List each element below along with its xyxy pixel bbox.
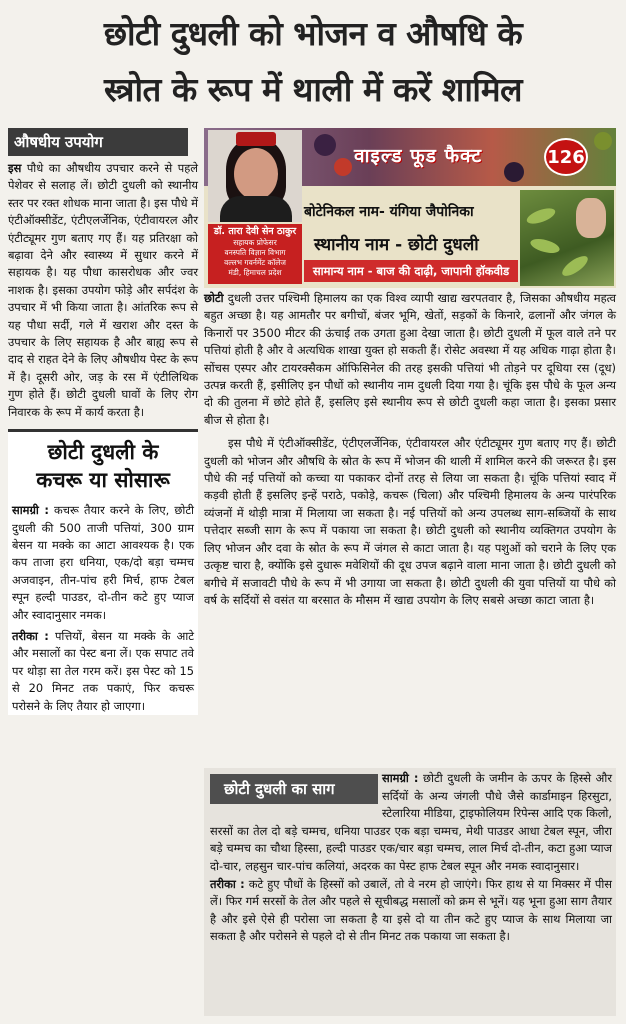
- recipe-saag-title: छोटी दुधली का साग: [210, 774, 378, 804]
- plant-photo: [520, 190, 614, 286]
- saag-ingredients-label: सामग्री :: [382, 771, 419, 785]
- article-para-1: [204, 290, 616, 429]
- author-name: डॉ. तारा देवी सेन ठाकुर: [213, 226, 297, 237]
- author-location: मंडी, हिमाचल प्रदेश: [228, 268, 282, 277]
- ingredients-label: सामग्री :: [12, 503, 49, 518]
- headline-line-1: छोटी दुधली को भोजन व औषधि के: [103, 14, 523, 53]
- headline: [8, 6, 618, 124]
- headline-line-2: स्त्रोत के रूप में थाली में करें शामिल: [103, 70, 523, 109]
- article-para-2: इस पौधे में एंटीऑक्सीडेंट, एंटीएलर्जेनिक, एंटीवायरल और एंटीट्यूमर गुण बताए गए हैं। छोटी दुधली को भोजन और औषधि के स्रोत के रूप में भोजन की थाली में शामिल करने की जरूरत है। इस पौधे की नई पत्तियों को कच्चा या पकाकर दोनों तरह से लिया जा सकता है। चूंकि पत्तियां स्वाद में कड़वी होती हैं इसलिए इन्हें पराठे, पकोड़े, कचरू (चिला) और पश्चिमी हिमालय के अन्य पारंपरिक व्यंजनों में थोड़ी मात्रा में मिलाया जा सकता है। नई पत्तियों को अन्य उपलब्ध साग-सब्जियों के साथ पत्तेदार सब्जी साग के रूप में पकाया जा सकता है। छोटी दुधली को स्थानीय व्यक्तिगत उपयोग के लिए भोजन और दवा के स्रोत के रूप में जंगल से काटा जाता है। यह पशुओं को चराने के लिए एक उत्कृष्ट चारा है, क्योंकि इसे दुधारू मवेशियों की दूध उपज बढ़ाने वाला माना जाता है। छोटी दुधली को बगीचे में सजावटी पौधे के रूप में भी उगाया जा सकता है। छोटी दुधली की युवा पत्तियों या पौधे को वर्ष के सर्दियों से वसंत या बरसात के मौसम में खाद्य उपयोग के लिए सबसे अच्छा काटा जाता है।: [204, 436, 616, 607]
- author-department: वनस्पति विज्ञान विभाग: [224, 248, 286, 257]
- saag-ingredients-text: छोटी दुधली के जमीन के ऊपर के हिस्से और सर्दियों के अन्य जंगली पौधे जैसे कार्डामाइन हिरसुटा, स्टेलारिया मीडिया, ट्राइफोलियम रिपेन्स आदि एक किलो, सरसों का तेल दो बड़े चम्मच, धनिया पाउडर एक बड़ा चम्मच, मेथी पाउडर आधा टेबल स्पून, जीरा बड़े चम्मच का चौथा हिस्सा, हल्दी पाउडर एक/चार बड़ा चम्मच, लाल मिर्च दो-तीन, कटा हुआ प्याज दो-चार, लहसुन चार-पांच कलियां, अदरक का पेस्ट हाफ टेबल स्पून और नमक स्वादानुसार।: [210, 771, 612, 873]
- recipe-saag-box: [204, 768, 616, 1016]
- author-info: [208, 224, 302, 284]
- article-lead-word: छोटी: [204, 291, 224, 305]
- medicinal-lead-word: इस: [8, 161, 22, 175]
- medicinal-body: पौधे का औषधीय उपचार करने से पहले पेशेवर से सलाह लें। छोटी दुधली को स्थानीय स्तर पर रक्त शोधक माना जाता है। इस पौधे में एंटीऑक्सीडेंट, एंटीएलर्जेनिक, एंटीवायरल और एंटीट्यूमर गुण बताए गए हैं। यह प्रतिरक्षा को बढ़ावा देने और स्वास्थ्य में सुधार करने में सहायक है। यह पौधा कासरोधक और ज्वर नाशक है। इसका उपयोग फोड़े और सर्पदंश के उपचार में भी किया जाता है। आंतरिक रूप से यह पौधा सर्दी, गले में खराश और दस्त के उपचार के लिए सहायक है और बाह्य रूप से दाद से राहत देने के लिए औषधीय पेस्ट के रूप में है। दूसरी ओर, जड़ के रस में एंटीलिथिक गुण होते हैं। छोटी दुधली घावों के लिए रोग निवारक के रूप में कार्य करता है।: [8, 161, 199, 419]
- ingredients-text: कचरू तैयार करने के लिए, छोटी दुधली की 500 ताजी पत्तियां, 300 ग्राम बेसन या मक्के का आटा आवश्यक है। एक कप ताजा हरा धनिया, एक/दो बड़ा चम्मच अजवाइन, तीन-पांच हरी मिर्च, हाफ टेबल स्पून हल्दी पाउडर, दो-तीन कटे हुए प्याज और स्वादानुसार नमक।: [12, 503, 195, 622]
- method-text: पत्तियों, बेसन या मक्के के आटे और मसालों का पेस्ट बना लें। एक सपाट तवे पर थोड़ा सा तेल गरम करें। इस पेस्ट को 15 से 20 मिनट तक पकाएं, फिर कचरू परोसने के लिए तैयार हो जाएगा।: [12, 628, 194, 713]
- recipe-kachru-title-line-1: छोटी दुधली के: [47, 440, 159, 465]
- article-para-1-text: दुधली उत्तर पश्चिमी हिमालय का एक विश्व व्यापी खाद्य खरपतवार है, जिसका औषधीय महत्व बहुत अच्छा है। यह आमतौर पर बगीचों, बंजर भूमि, खेतों, सड़कों के किनारे, ढलानों और जंगल के किनारों पर 3500 मीटर की ऊंचाई तक उगता हुआ देखा जाता है। छोटी दुधली में फूल वाले तने पर पत्तियां होती है और वे अत्यधिक शाखा युक्त हो सकती हैं। रोसेट अवस्था में यह अधिक गाढ़ा होता है। सोंचस एस्पर और टायरक्सैकम ऑफिसिनेल की तरह इसकी पत्तियां भी तोड़ने पर दूधिया रस (दूध) उत्पन्न करती हैं, इसीलिए इन पौधों को स्थानीय नाम दुधली दिया गया है। चूंकि इस पौधे के फूल अन्य दो की तुलना में छोटे होते हैं, इसलिए इसे स्थानीय रूप से छोटी दुधली कहा जाता है। इसका प्रसार बीज से होता है।: [204, 291, 617, 427]
- feature-number-badge: 126: [544, 138, 588, 176]
- left-column: [8, 128, 198, 1018]
- recipe-kachru-method: [12, 628, 194, 715]
- feature-banner: [204, 128, 616, 288]
- common-name: सामान्य नाम - बाज की दाढ़ी, जापानी हॉकवीड: [304, 260, 518, 282]
- medicinal-use-title: औषधीय उपयोग: [8, 128, 188, 156]
- method-label: तरीका :: [12, 628, 49, 643]
- recipe-kachru-ingredients: [12, 502, 194, 624]
- author-college: वल्लभ गवर्नमेंट कॉलेज: [224, 258, 286, 267]
- article-body: [204, 290, 616, 615]
- feature-title: वाइल्ड फूड फैक्ट: [354, 145, 483, 167]
- medicinal-use-text: [8, 160, 198, 421]
- local-name: स्थानीय नाम - छोटी दुधली: [314, 235, 479, 255]
- recipe-kachru-title: [12, 438, 194, 494]
- botanical-name: बोटेनिकल नाम- यंगिया जैपोनिका: [304, 204, 474, 220]
- saag-method-label: तरीका :: [210, 876, 245, 891]
- author-photo: [208, 130, 302, 222]
- author-designation: सहायक प्रोफेसर: [233, 238, 277, 247]
- recipe-kachru-title-line-2: कचरू या सोसारू: [36, 468, 170, 493]
- recipe-kachru-box: [8, 429, 198, 715]
- saag-method-text: कटे हुए पौधों के हिस्सों को उबालें, तो वे नरम हो जाएंगे। फिर हाथ से या मिक्सर में पीस लें। फिर गर्म सरसों के तेल और पहले से सूचीबद्ध मसालों को क्रम से भूनें। यह भूना हुआ साग तैयार है और इसे ऐसे ही परोसा जा सकता है या इसे दो या तीन कटे हुए प्याज के साथ मिलाया जा सकता है और परोसने से पहले दो से तीन मिनट तक पकाया जा सकता है।: [210, 876, 612, 944]
